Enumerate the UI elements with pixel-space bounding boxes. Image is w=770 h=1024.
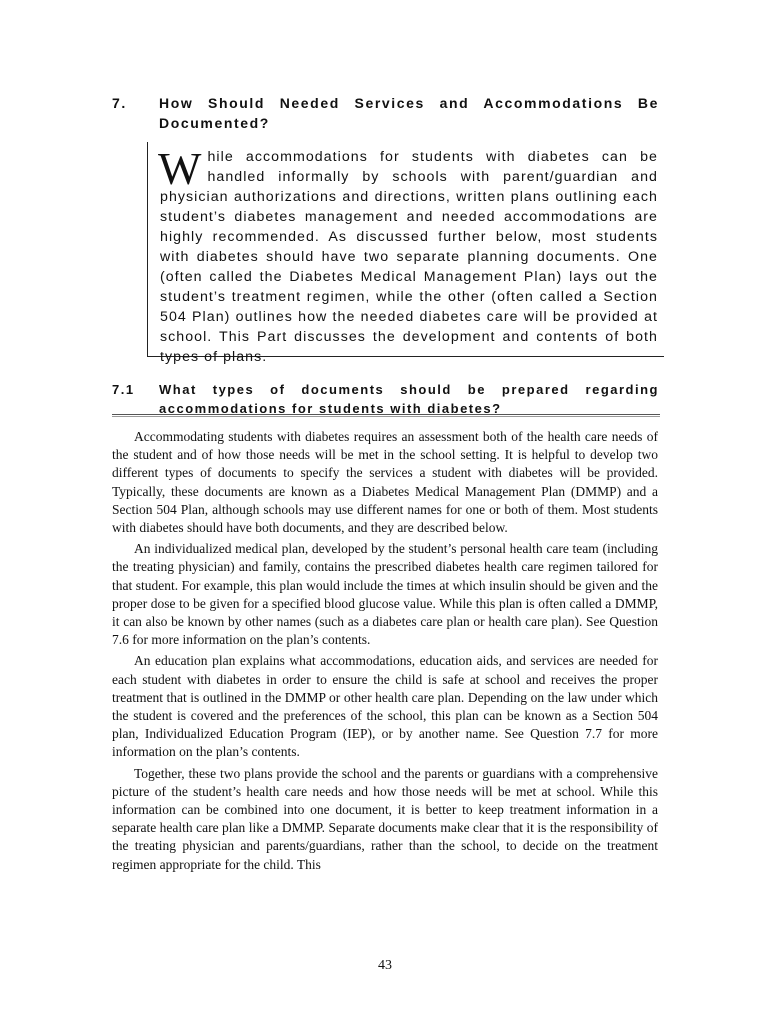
heading-divider	[112, 414, 660, 415]
intro-callout-box	[147, 142, 664, 365]
intro-paragraph	[158, 143, 658, 367]
paragraph-2: An individualized medical plan, developed by the student’s personal health care team (including the treating physician) and family, contains the prescribed diabetes health care regimen tailored for that student. For example, this plan would include the times at which insulin should be given and the proper dose to be given for a specified blood glucose value. While this plan is often called a DMMP, it can also be known by other names (such as a diabetes care plan or health care plan). See Question 7.6 for more information on the plan’s contents.	[112, 541, 658, 648]
section-7-1-title: What types of documents should be prepared regarding accommodations for students with diabetes?	[159, 382, 659, 416]
intro-text: hile accommodations for students with diabetes can be handled informally by schools with parent/guardian and physician authorizations and directions, written plans outlining each student’s diabetes management and needed accommodations are highly recommended. As discussed further below, most students with diabetes should have two separate planning documents. One (often called the Diabetes Medical Management Plan) lays out the student’s treatment regimen, while the other (often called a Section 504 Plan) outlines how the needed diabetes care will be provided at school. This Part discusses the development and contents of both types of plans.	[160, 149, 658, 365]
page-number: 43	[378, 958, 392, 973]
paragraph-3: An education plan explains what accommodations, education aids, and services are needed for each student with diabetes in order to ensure the child is safe at school and receives the proper treatment that is outlined in the DMMP or other health care plan. Depending on the law under which the student is covered and the preferences of the school, this plan can be known as a Section 504 plan, Individualized Education Program (IEP), or by another name. See Question 7.7 for more information on the plan’s contents.	[112, 653, 658, 760]
section-7-title: How Should Needed Services and Accommodations Be Documented?	[159, 95, 659, 131]
drop-cap: W	[158, 143, 203, 194]
paragraph-1: Accommodating students with diabetes requires an assessment both of the health care needs of the student and of how those needs will be met in the school setting. It is helpful to develop two different types of documents to specify the services a student with diabetes will be provided. Typically, these documents are known as a Diabetes Medical Management Plan (DMMP) and a Section 504 Plan, although schools may use different names for one or both of them. Most students with diabetes should have both documents, and they are described below.	[112, 429, 658, 536]
section-7-1-number: 7.1	[112, 382, 135, 397]
paragraph-4: Together, these two plans provide the school and the parents or guardians with a comprehensive picture of the student’s health care needs and how those needs will be met at school. While this information can be combined into one document, it is better to keep treatment information in a separate health care plan like a DMMP. Separate documents make clear that it is the responsibility of the treating physician and parents/guardians, rather than the school, to decide on the treatment regimen appropriate for the child. This	[112, 765, 658, 872]
heading-divider-secondary	[112, 416, 660, 417]
body-text	[112, 428, 658, 877]
section-7-number: 7.	[112, 95, 127, 111]
